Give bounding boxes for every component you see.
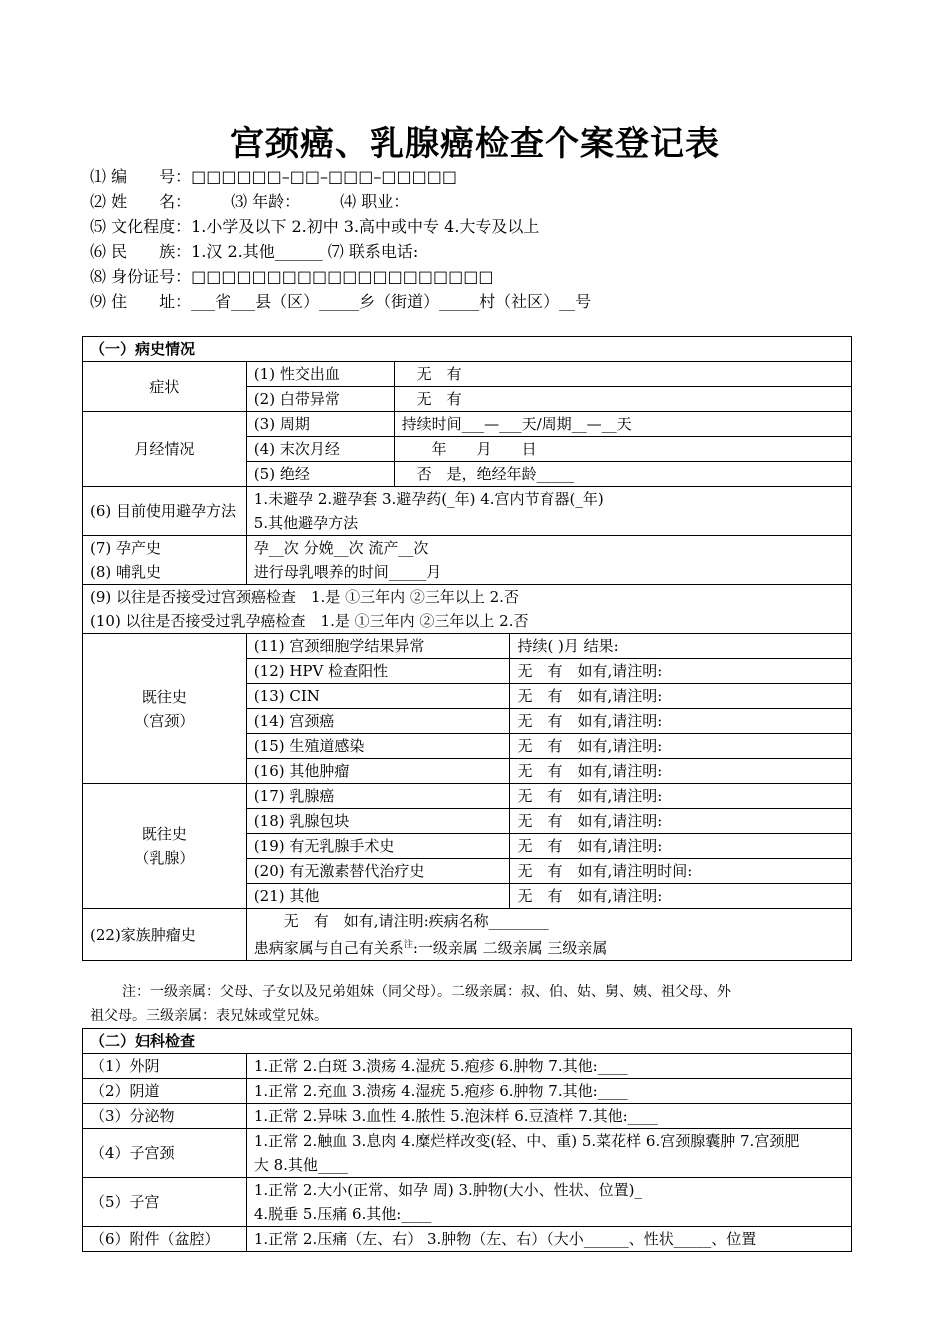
cervical-history-item: (16) 其他肿瘤 (246, 759, 510, 784)
cervical-history-value: 无 有 如有,请注明: (510, 759, 852, 784)
family-line2 (254, 933, 844, 960)
breast-history-item: (18) 乳腺包块 (246, 809, 510, 834)
cervical-history-item: (15) 生殖道感染 (246, 734, 510, 759)
cervical-history-value: 无 有 如有,请注明: (510, 659, 852, 684)
contraception-line1: 1.未避孕 2.避孕套 3.避孕药(_年) 4.宫内节育器(_年) (253, 490, 604, 508)
relative-note (90, 980, 860, 1028)
uterus-line2: 4.脱垂 5.压痛 6.其他:____ (253, 1205, 432, 1223)
exam-value: 1.正常 2.异味 3.血性 4.脓性 5.泡沫样 6.豆渣样 7.其他:____ (246, 1104, 851, 1129)
cervix-label: （4）子宫颈 (83, 1129, 247, 1178)
breastfeeding-label: (8) 哺乳史 (90, 563, 162, 581)
cervix-line1: 1.正常 2.触血 3.息肉 4.糜烂样改变(轻、中、重) 5.菜花样 6.宫颈腺囊肿 7.宫颈肥 (253, 1132, 800, 1150)
cervical-history-label (83, 634, 247, 784)
breast-history-value: 无 有 如有,请注明时间: (510, 859, 852, 884)
family-history-value (246, 909, 851, 961)
screening-history (83, 585, 852, 634)
cervical-history-item: (13) CIN (246, 684, 510, 709)
breast-history-value: 无 有 如有,请注明: (510, 784, 852, 809)
breast-history-item: (20) 有无激素替代治疗史 (246, 859, 510, 884)
section2-header: （二）妇科检查 (83, 1029, 852, 1054)
pregnancy-breastfeeding-label (83, 536, 247, 585)
uterus-label: （5）子宫 (83, 1178, 247, 1227)
cervix-value (246, 1129, 851, 1178)
symptom-item: (2) 白带异常 (246, 387, 394, 412)
breast-history-label-line1: 既往史 (141, 825, 187, 843)
note-line1: 注：一级亲属：父母、子女以及兄弟姐妹（同父母）。二级亲属：叔、伯、姑、舅、姨、祖父母、外 (122, 984, 731, 1000)
cervical-history-label-line2: （宫颈） (134, 711, 195, 730)
breast-history-label-line2: （乳腺） (134, 849, 195, 867)
family-note-mark: 注 (403, 940, 413, 950)
cervical-history-value: 无 有 如有,请注明: (510, 684, 852, 709)
menstrual-item: (5) 绝经 (246, 462, 394, 487)
contraception-line2: 5.其他避孕方法 (253, 514, 359, 532)
pregnancy-breastfeeding-value (246, 536, 851, 585)
pregnancy-label: (7) 孕产史 (90, 539, 162, 557)
breastfeeding-value: 进行母乳喂养的时间_____月 (253, 563, 442, 581)
info-id-number: ⑻ 身份证号：□□□□□□□□□□□□□□□□□□□□ (90, 267, 494, 286)
breast-history-value: 无 有 如有,请注明: (510, 809, 852, 834)
gynecological-exam-table (82, 1028, 852, 1252)
menstrual-item: (3) 周期 (246, 412, 394, 437)
section1-header: （一）病史情况 (83, 337, 852, 362)
breast-history-item: (19) 有无乳腺手术史 (246, 834, 510, 859)
screen-cervical: (9) 以往是否接受过宫颈癌检查 1.是 ①三年内 ②三年以上 2.否 (90, 588, 519, 606)
cervical-history-item: (11) 宫颈细胞学结果异常 (246, 634, 510, 659)
cervical-history-value: 持续( )月 结果: (510, 634, 852, 659)
menstrual-value: 持续时间___—___天/周期__—__天 (394, 412, 851, 437)
note-line2: 祖父母。三级亲属：表兄妹或堂兄妹。 (90, 1008, 328, 1024)
menstrual-label: 月经情况 (83, 412, 247, 487)
breast-history-item: (21) 其他 (246, 884, 510, 909)
uterus-line1: 1.正常 2.大小(正常、如孕 周) 3.肿物(大小、性状、位置)_ (253, 1181, 642, 1199)
menstrual-value: 年 月 日 (394, 437, 851, 462)
family-line2-tail: :一级亲属 二级亲属 三级亲属 (412, 939, 608, 957)
family-line1: 无 有 如有,请注明:疾病名称________ (253, 912, 549, 930)
exam-item: （1）外阴 (83, 1054, 247, 1079)
page-title: 宫颈癌、乳腺癌检查个案登记表 (230, 124, 720, 164)
info-address: ⑼ 住 址：___省___县（区）_____乡（街道）_____村（社区）__号 (90, 292, 592, 311)
exam-item: （3）分泌物 (83, 1104, 247, 1129)
exam-value: 1.正常 2.白斑 3.溃疡 4.湿疣 5.疱疹 6.肿物 7.其他:____ (246, 1054, 851, 1079)
family-history-label: (22)家族肿瘤史 (83, 909, 247, 961)
medical-history-table (82, 336, 852, 961)
breast-history-value: 无 有 如有,请注明: (510, 884, 852, 909)
breast-history-label (83, 784, 247, 909)
breast-history-item: (17) 乳腺癌 (246, 784, 510, 809)
symptom-value: 无 有 (394, 387, 851, 412)
info-ethnicity-phone: ⑹ 民 族：1.汉 2.其他______ ⑺ 联系电话: (90, 242, 419, 261)
family-line2-text: 患病家属与自己有关系 (253, 939, 404, 957)
symptom-item: (1) 性交出血 (246, 362, 394, 387)
cervical-history-label-line1: 既往史 (141, 687, 187, 706)
exam-value: 1.正常 2.充血 3.溃疡 4.湿疣 5.疱疹 6.肿物 7.其他:____ (246, 1079, 851, 1104)
menstrual-value: 否 是，绝经年龄_____ (394, 462, 851, 487)
uterus-value (246, 1178, 851, 1227)
pregnancy-value: 孕__次 分娩__次 流产__次 (253, 539, 429, 557)
symptom-value: 无 有 (394, 362, 851, 387)
contraception-label: (6) 目前使用避孕方法 (83, 487, 247, 536)
adnexa-label: （6）附件（盆腔） (83, 1227, 247, 1252)
exam-item: （2）阴道 (83, 1079, 247, 1104)
cervical-history-value: 无 有 如有,请注明: (510, 734, 852, 759)
cervical-history-item: (14) 宫颈癌 (246, 709, 510, 734)
adnexa-value: 1.正常 2.压痛（左、右） 3.肿物（左、右）（大小______、性状_____、位置 (246, 1227, 851, 1252)
info-education: ⑸ 文化程度：1.小学及以下 2.初中 3.高中或中专 4.大专及以上 (90, 217, 540, 236)
info-serial: ⑴ 编 号：□□□□□□–□□–□□□–□□□□□ (90, 167, 457, 186)
screen-breast: (10) 以往是否接受过乳孕癌检查 1.是 ①三年内 ②三年以上 2.否 (90, 612, 529, 630)
basic-info (90, 164, 870, 314)
contraception-value (246, 487, 851, 536)
symptoms-label: 症状 (83, 362, 247, 412)
menstrual-item: (4) 末次月经 (246, 437, 394, 462)
breast-history-value: 无 有 如有,请注明: (510, 834, 852, 859)
info-name-age-job: ⑵ 姓 名： ⑶ 年龄： ⑷ 职业： (90, 192, 410, 211)
cervical-history-item: (12) HPV 检查阳性 (246, 659, 510, 684)
cervix-line2: 大 8.其他____ (253, 1156, 348, 1174)
cervical-history-value: 无 有 如有,请注明: (510, 709, 852, 734)
